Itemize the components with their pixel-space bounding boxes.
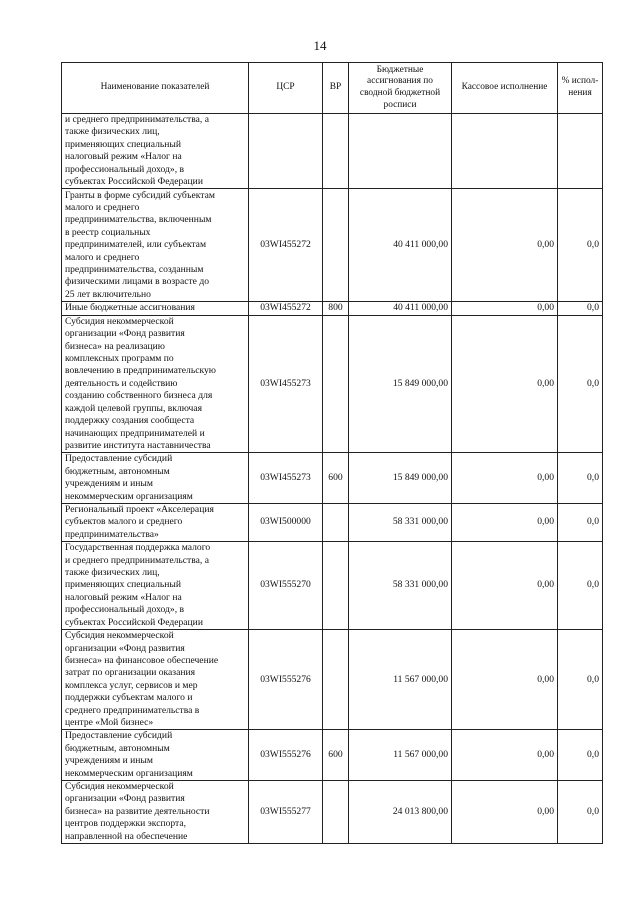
table-row [62, 781, 603, 844]
table-row [62, 114, 603, 189]
table-row [62, 453, 603, 504]
row-cash: 0,00 [452, 781, 558, 844]
row-percent: 0,0 [558, 630, 603, 730]
row-allocation: 58 331 000,00 [349, 503, 452, 541]
budget-table [61, 62, 603, 844]
header-vr: ВР [323, 63, 349, 114]
row-name: Гранты в форме субсидий субъектам малого и среднего предпринимательства, включенным в реестр социальных предпринимателей, или субъектам малого и среднего предпринимательства, созданным физическими лицами в возрасте до 25 лет включительно [62, 189, 249, 302]
row-name: Субсидия некоммерческой организации «Фонд развития бизнеса» на реализацию комплексных программ по вовлечению в предпринимательскую деятельность и содействию созданию собственного бизнеса для каждой целевой группы, включая поддержку создания сообщеста начинающих предпринимателей и развитие института наставничества [62, 315, 249, 452]
row-vr [323, 781, 349, 844]
row-cash: 0,00 [452, 503, 558, 541]
row-name: и среднего предпринимательства, а также физических лиц, применяющих специальный налоговый режим «Налог на профессиональный доход», в субъектах Российской Федерации [62, 114, 249, 189]
row-cash [452, 114, 558, 189]
row-vr [323, 542, 349, 630]
row-name: Предоставление субсидий бюджетным, автономным учреждениям и иным некоммерческим организациям [62, 453, 249, 504]
row-name: Субсидия некоммерческой организации «Фонд развития бизнеса» на финансовое обеспечение затрат по организации оказания комплекса услуг, сервисов и мер поддержки субъектам малого и среднего предпринимательства в центре «Мой бизнес» [62, 630, 249, 730]
row-allocation: 15 849 000,00 [349, 453, 452, 504]
row-percent: 0,0 [558, 781, 603, 844]
header-cash-execution: Кассовое исполнение [452, 63, 558, 114]
row-csr: 03WI455273 [249, 315, 323, 452]
row-csr: 03WI455272 [249, 189, 323, 302]
row-vr [323, 114, 349, 189]
row-cash: 0,00 [452, 730, 558, 781]
header-allocations: Бюджетные ассигнования по сводной бюджетной росписи [349, 63, 452, 114]
row-vr [323, 630, 349, 730]
row-csr: 03WI555276 [249, 630, 323, 730]
row-cash: 0,00 [452, 189, 558, 302]
row-vr [323, 189, 349, 302]
row-percent: 0,0 [558, 542, 603, 630]
row-allocation: 40 411 000,00 [349, 302, 452, 315]
table-row [62, 302, 603, 315]
row-allocation: 15 849 000,00 [349, 315, 452, 452]
row-name: Государственная поддержка малого и среднего предпринимательства, а также физических лиц, применяющих специальный налоговый режим «Налог на профессиональный доход», в субъектах Российской Федерации [62, 542, 249, 630]
row-allocation [349, 114, 452, 189]
row-percent: 0,0 [558, 302, 603, 315]
table-row [62, 542, 603, 630]
row-percent [558, 114, 603, 189]
header-csr: ЦСР [249, 63, 323, 114]
row-allocation: 24 013 800,00 [349, 781, 452, 844]
table-row [62, 503, 603, 541]
row-name: Региональный проект «Акселерация субъектов малого и среднего предпринимательства» [62, 503, 249, 541]
row-cash: 0,00 [452, 542, 558, 630]
row-cash: 0,00 [452, 315, 558, 452]
header-name: Наименование показателей [62, 63, 249, 114]
row-csr: 03WI500000 [249, 503, 323, 541]
table-row [62, 630, 603, 730]
table-row [62, 189, 603, 302]
row-cash: 0,00 [452, 453, 558, 504]
row-allocation: 11 567 000,00 [349, 630, 452, 730]
row-percent: 0,0 [558, 453, 603, 504]
row-percent: 0,0 [558, 315, 603, 452]
row-csr: 03WI555276 [249, 730, 323, 781]
row-vr: 600 [323, 453, 349, 504]
row-vr: 600 [323, 730, 349, 781]
table-row [62, 730, 603, 781]
table-row [62, 315, 603, 452]
row-csr [249, 114, 323, 189]
row-name: Иные бюджетные ассигнования [62, 302, 249, 315]
row-cash: 0,00 [452, 302, 558, 315]
row-allocation: 40 411 000,00 [349, 189, 452, 302]
row-csr: 03WI455272 [249, 302, 323, 315]
row-percent: 0,0 [558, 189, 603, 302]
row-csr: 03WI555270 [249, 542, 323, 630]
row-vr [323, 503, 349, 541]
row-vr: 800 [323, 302, 349, 315]
row-percent: 0,0 [558, 503, 603, 541]
row-name: Предоставление субсидий бюджетным, автономным учреждениям и иным некоммерческим организациям [62, 730, 249, 781]
row-cash: 0,00 [452, 630, 558, 730]
row-allocation: 11 567 000,00 [349, 730, 452, 781]
row-vr [323, 315, 349, 452]
table-header-row [62, 63, 603, 114]
row-allocation: 58 331 000,00 [349, 542, 452, 630]
row-name: Субсидия некоммерческой организации «Фонд развития бизнеса» на развитие деятельности центров поддержки экспорта, направленной на обеспечение [62, 781, 249, 844]
header-percent-execution: % испол-нения [558, 63, 603, 114]
row-csr: 03WI455273 [249, 453, 323, 504]
row-csr: 03WI555277 [249, 781, 323, 844]
row-percent: 0,0 [558, 730, 603, 781]
page-number: 14 [313, 38, 327, 53]
